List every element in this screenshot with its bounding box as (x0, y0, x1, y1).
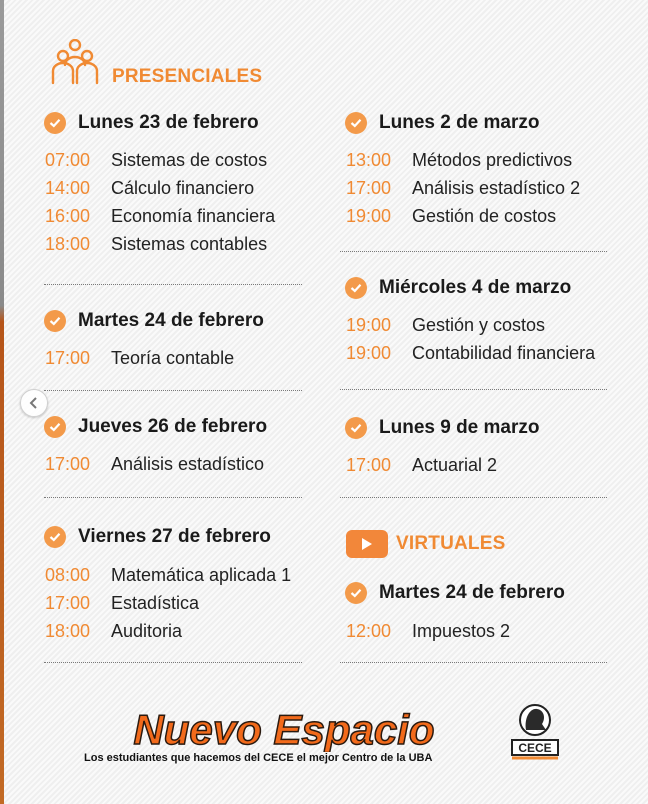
time: 18:00 (45, 621, 91, 641)
time: 08:00 (45, 565, 91, 585)
check-circle-icon (44, 416, 66, 438)
schedule-row (346, 315, 545, 336)
divider (44, 390, 302, 391)
carousel-prev-button[interactable] (20, 389, 48, 417)
check-circle-icon (345, 277, 367, 299)
day-title: Lunes 2 de marzo (379, 112, 540, 133)
schedule-row (346, 178, 580, 199)
subject: Gestión y costos (412, 315, 546, 335)
divider (340, 662, 607, 663)
subject: Matemática aplicada 1 (111, 565, 292, 585)
time: 13:00 (346, 150, 392, 170)
schedule-row (346, 621, 510, 642)
time: 17:00 (346, 455, 392, 475)
group-people-icon (48, 39, 102, 87)
subject: Auditoria (111, 621, 183, 641)
nuevo-espacio-logo (84, 708, 484, 752)
subject: Estadística (111, 593, 200, 613)
day-title: Martes 24 de febrero (78, 310, 264, 331)
check-circle-icon (44, 310, 66, 332)
check-circle-icon (345, 582, 367, 604)
schedule-row (45, 454, 264, 475)
time: 16:00 (45, 206, 91, 226)
schedule-row (45, 234, 267, 255)
time: 19:00 (346, 315, 392, 335)
day-heading (44, 112, 259, 134)
day-title: Jueves 26 de febrero (78, 416, 268, 437)
divider (340, 251, 607, 252)
time: 19:00 (346, 206, 392, 226)
time: 19:00 (346, 343, 392, 363)
schedule-row (346, 150, 572, 171)
subject: Cálculo financiero (111, 178, 255, 198)
chevron-left-icon (28, 397, 40, 409)
time: 14:00 (45, 178, 91, 198)
svg-text:Nuevo Espacio: Nuevo Espacio (133, 708, 435, 752)
schedule-row (45, 178, 254, 199)
time: 17:00 (45, 593, 91, 613)
divider (340, 497, 607, 498)
check-circle-icon (44, 526, 66, 548)
day-heading (345, 112, 540, 134)
day-heading (345, 582, 565, 604)
check-circle-icon (44, 112, 66, 134)
schedule-row (346, 455, 497, 476)
subject: Análisis estadístico 2 (412, 178, 581, 198)
divider (340, 389, 607, 390)
subject: Sistemas de costos (111, 150, 268, 170)
day-title: Lunes 23 de febrero (78, 112, 259, 133)
day-heading (44, 310, 264, 332)
schedule-row (346, 206, 556, 227)
presenciales-header (48, 38, 262, 88)
time: 17:00 (45, 454, 91, 474)
subject: Métodos predictivos (412, 150, 573, 170)
subject: Actuarial 2 (412, 455, 498, 475)
divider (44, 497, 302, 498)
subject: Impuestos 2 (412, 621, 511, 641)
subject: Teoría contable (111, 348, 235, 368)
subject: Contabilidad financiera (412, 343, 596, 363)
schedule-row (45, 565, 291, 586)
day-title: Viernes 27 de febrero (78, 526, 271, 547)
divider (44, 284, 302, 285)
presenciales-title: PRESENCIALES (112, 66, 263, 87)
divider (44, 662, 302, 663)
svg-text:CECE: CECE (518, 741, 552, 755)
virtuales-title: VIRTUALES (396, 533, 506, 554)
day-heading (345, 277, 571, 299)
day-title: Miércoles 4 de marzo (379, 277, 572, 298)
day-title: Martes 24 de febrero (379, 582, 565, 603)
schedule-row (45, 348, 234, 369)
check-circle-icon (345, 112, 367, 134)
day-heading (44, 416, 267, 438)
footer-tagline: Los estudiantes que hacemos del CECE el mejor Centro de la UBA (84, 752, 433, 764)
schedule-row (346, 343, 595, 364)
subject: Sistemas contables (111, 234, 268, 254)
time: 17:00 (346, 178, 392, 198)
schedule-row (45, 150, 267, 171)
time: 18:00 (45, 234, 91, 254)
subject: Análisis estadístico (111, 454, 265, 474)
cece-logo (506, 700, 564, 766)
day-heading (345, 417, 540, 439)
schedule-row (45, 621, 182, 642)
check-circle-icon (345, 417, 367, 439)
time: 07:00 (45, 150, 91, 170)
play-video-icon (346, 530, 388, 558)
day-title: Lunes 9 de marzo (379, 417, 540, 438)
subject: Economía financiera (111, 206, 276, 226)
time: 12:00 (346, 621, 392, 641)
schedule-row (45, 593, 199, 614)
virtuales-header (346, 530, 505, 558)
day-heading (44, 526, 271, 548)
time: 17:00 (45, 348, 91, 368)
subject: Gestión de costos (412, 206, 557, 226)
schedule-row (45, 206, 275, 227)
left-edge-strip (0, 0, 4, 804)
